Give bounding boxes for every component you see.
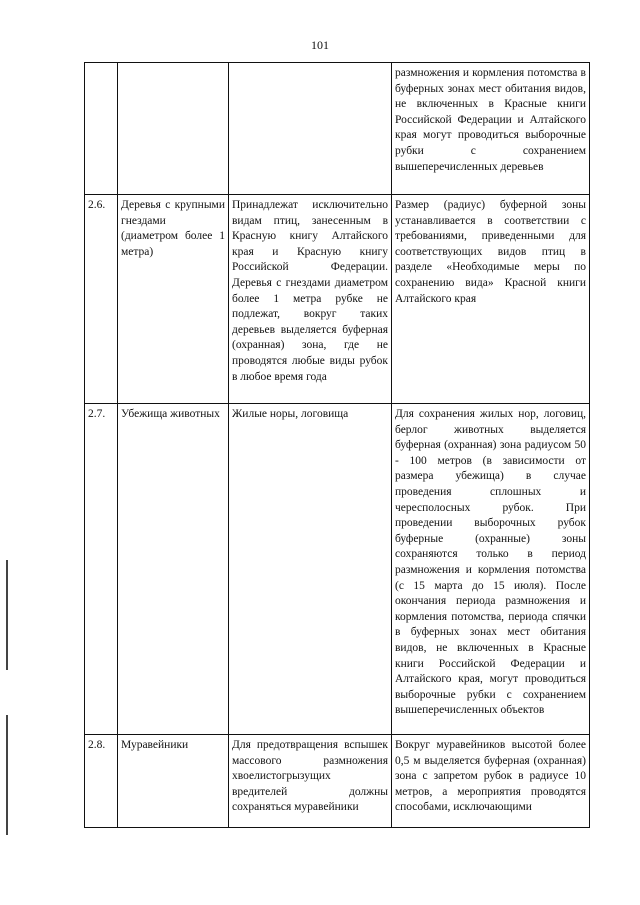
row-number-cell: 2.7. [85, 404, 118, 735]
measure-cell [392, 63, 590, 195]
reason-text: Жилые норы, логовища [232, 408, 349, 420]
object-text: Муравейники [121, 739, 189, 751]
measure-cell [392, 735, 590, 828]
measure-cell [392, 195, 590, 404]
table-row [85, 63, 590, 195]
scan-edge-mark [6, 560, 8, 670]
reason-cell [229, 735, 392, 828]
object-cell [118, 404, 229, 735]
object-cell [118, 63, 229, 195]
scan-edge-mark [6, 715, 8, 835]
table-row [85, 735, 590, 828]
page-number: 101 [311, 38, 329, 52]
object-cell [118, 735, 229, 828]
reason-text: Принадлежат исключительно видам птиц, занесенным в Красную книгу Алтайского края и Красную книгу Российской Федерации. Деревья с гнездами диаметром более 1 метра рубке не подлежат, вокруг таких деревьев выделяется буферная (охранная) зона, где не проводятся любые виды рубок в любое время года [232, 199, 388, 383]
measure-text: Размер (радиус) буферной зоны устанавливается в соответствии с требованиями, приведенными для соответствующих видов птиц в разделе «Необходимые меры по сохранению вида» Красной книги Алтайского края [395, 199, 586, 305]
reason-cell [229, 404, 392, 735]
reason-cell [229, 195, 392, 404]
table-row [85, 195, 590, 404]
object-text: Убежища животных [121, 408, 220, 420]
measure-text: размножения и кормления потомства в буферных зонах мест обитания видов, не включенных в Красные книги Российской Федерации и Алтайского края могут проводиться выборочные рубки с сохранением вышеперечисленных деревьев [395, 67, 586, 173]
reason-text: Для предотвращения вспышек массового размножения хвоелистогрызущих вредителей должны сохраняться муравейники [232, 739, 388, 814]
table-row [85, 404, 590, 735]
row-number-cell: 2.8. [85, 735, 118, 828]
row-number-cell [85, 63, 118, 195]
row-number-cell: 2.6. [85, 195, 118, 404]
reason-cell [229, 63, 392, 195]
measure-cell [392, 404, 590, 735]
object-text: Деревья с крупными гнездами (диаметром более 1 метра) [121, 199, 225, 258]
regulation-table [84, 62, 590, 828]
measure-text: Для сохранения жилых нор, логовиц, берлог животных выделяется буферная (охранная) зона радиусом 50 - 100 метров (в зависимости от размера убежища) в случае проведения сплошных и чересполосных рубок. При проведении выборочных рубок буферные (охранные) зоны сохраняются только в период размножения и кормления потомства (с 15 марта до 15 июля). После окончания периода размножения и кормления потомства, периода спячки в буферных зонах мест обитания видов, не включенных в Красные книги Российской Федерации и Алтайского края, могут проводиться выборочные рубки с сохранением вышеперечисленных объектов [395, 408, 586, 717]
measure-text: Вокруг муравейников высотой более 0,5 м выделяется буферная (охранная) зона с запретом рубок в радиусе 10 метров, а мероприятия проводятся способами, исключающими [395, 739, 586, 814]
object-cell [118, 195, 229, 404]
